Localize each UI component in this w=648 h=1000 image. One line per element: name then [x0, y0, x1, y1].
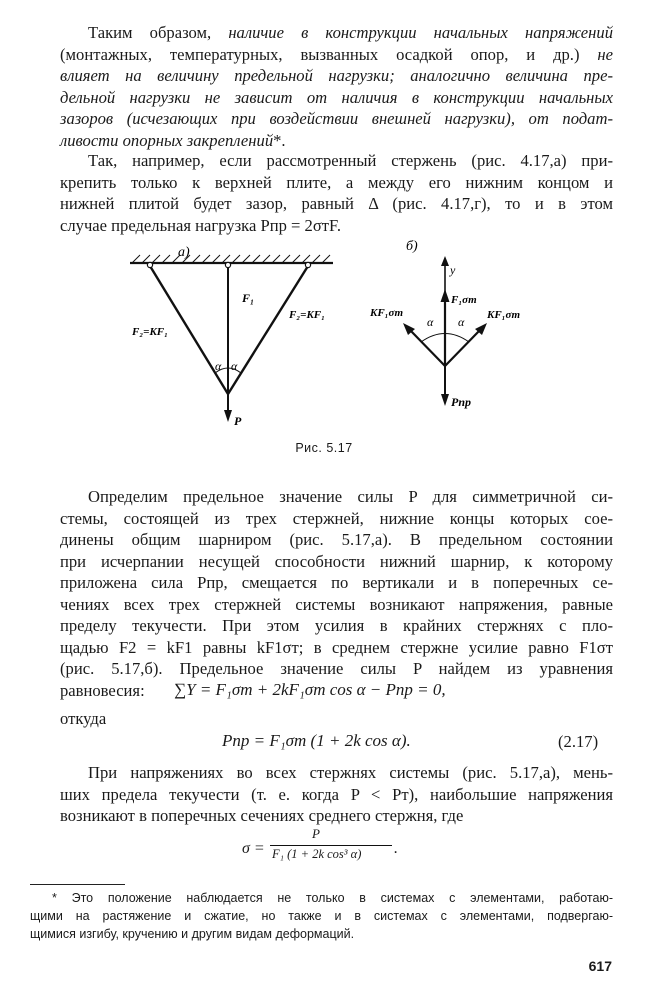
- panel-b: [369, 239, 520, 409]
- footnote-line: * Это положение наблюдается не только в системах с элементами, работаю-: [52, 891, 613, 905]
- right-force-label: KF₁σт: [487, 309, 520, 321]
- figure-caption: Рис. 5.17: [295, 441, 353, 455]
- text-line: при исчерпании несущей способности нижний шарнир, к которому: [60, 551, 613, 571]
- footnote: [30, 889, 613, 943]
- text-line: ших предела текучести (т. е. когда P < Pт), наибольшие напряжения: [60, 784, 613, 804]
- footnote-rule: [30, 884, 125, 885]
- right-bar-label: F₂=KF₁: [289, 309, 325, 321]
- stress-lhs: σ =: [242, 840, 265, 857]
- support-hatching: [132, 255, 330, 263]
- right-bar: [228, 266, 308, 394]
- equation-number: (2.17): [558, 732, 599, 751]
- page-number: 617: [588, 958, 612, 974]
- load-label-b: Pпр: [451, 395, 472, 409]
- text-line: равновесия:: [60, 680, 145, 700]
- text-line: зазоров (исчезающих при воздействии внешней нагрузки), от подат-: [60, 109, 613, 128]
- hinge-right: [305, 262, 310, 267]
- load-arrowhead: [224, 410, 232, 422]
- fraction-bar: [270, 845, 392, 846]
- equation-equilibrium: ∑Y = F₁σт + 2kF₁σт cos α − Pпр = 0,: [174, 680, 446, 699]
- paragraph-derivation: [60, 486, 613, 701]
- text-line: щадью F2 = kF1 равны kF1σт; в среднем стержне усилие равно F1σт: [60, 637, 613, 657]
- axis-y-label: y: [450, 263, 456, 277]
- left-bar-label: F₂=KF₁: [132, 326, 168, 338]
- footnote-line: щимися изгибу, кручению и другим видам деформаций.: [30, 927, 355, 941]
- paragraph-intro: [60, 22, 613, 151]
- axis-y-arrowhead: [441, 256, 449, 266]
- stress-denominator: F₁ (1 + 2k cos³ α): [272, 847, 362, 861]
- text-line: пределу текучести. При этом усилия в крайних стержнях с пло-: [60, 616, 613, 635]
- paragraph-stresses: [60, 762, 613, 827]
- text-line: крепить только к верхней плите, а между его нижним концом и: [60, 172, 613, 192]
- paragraph-whence: откуда: [60, 709, 107, 728]
- load-label: P: [234, 414, 242, 428]
- text-line: возникают в поперечных сечениях среднего стержня, где: [60, 806, 464, 825]
- text-line: При напряжениях во всех стержнях системы (рис. 5.17,а), мень-: [88, 763, 613, 782]
- text-line: Так, например, если рассмотренный стержень (рис. 4.17,а) при-: [88, 151, 613, 170]
- alpha-left-b: α: [427, 315, 434, 329]
- panel-b-label: б): [406, 239, 418, 254]
- footnote-line: щими на растяжение и сжатие, но также и в системах с элементами, подвергаю-: [30, 909, 613, 923]
- text-line: (рис. 5.17,б). Предельное значение силы P найдем из уравнения: [60, 659, 613, 678]
- equation-limit-load: Pпр = F₁σт (1 + 2k cos α).: [222, 731, 411, 750]
- load-arrowhead-b: [441, 394, 449, 406]
- text-line: влияет на величину предельной нагрузки; аналогично величина пре-: [60, 66, 613, 85]
- text-line: (монтажных, температурных, вызванных осадкой опор, и др.) не: [60, 44, 613, 64]
- right-force-arrow: [445, 330, 480, 366]
- middle-force-arrowhead: [441, 289, 450, 302]
- alpha-left: α: [215, 359, 222, 373]
- text-line: ливости опорных закреплений*.: [60, 130, 286, 150]
- text-line: динены общим шарниром (рис. 5.17,а). В предельном состоянии: [60, 530, 613, 549]
- alpha-right-b: α: [458, 315, 465, 329]
- text-line: Определим предельное значение силы P для симметричной си-: [88, 487, 613, 506]
- stress-numerator: P: [312, 826, 320, 841]
- text-line: приложена сила Pпр, смещается по вертикали и в поперечных се-: [60, 573, 613, 592]
- figure-5-17: [60, 236, 613, 456]
- text-line: нижней плитой будет зазор, равный Δ (рис. 4.17,г), то и в этом: [60, 194, 613, 213]
- left-force-arrow: [410, 330, 445, 366]
- text-line: чениях всех трех стержней системы возникают напряжения, равные: [60, 594, 613, 614]
- panel-a: [130, 245, 333, 428]
- stress-tail: .: [394, 840, 398, 857]
- text-line: Таким образом, наличие в конструкции начальных напряжений: [88, 23, 613, 42]
- alpha-right: α: [231, 359, 238, 373]
- middle-force-label: F₁σт: [451, 294, 477, 306]
- text-line: дельной нагрузки не зависит от наличия в конструкции начальных: [60, 87, 613, 107]
- middle-bar-label: F₁: [242, 291, 255, 305]
- paragraph-example: [60, 150, 613, 236]
- text-line: случае предельная нагрузка Pпр = 2σтF.: [60, 215, 342, 235]
- hinge-left: [147, 262, 152, 267]
- hinge-middle: [225, 262, 230, 267]
- left-force-label: KF₁σт: [370, 307, 403, 319]
- text-line: стемы, состоящей из трех стержней, нижние концы которых сое-: [60, 508, 613, 528]
- panel-a-label: а): [178, 245, 190, 260]
